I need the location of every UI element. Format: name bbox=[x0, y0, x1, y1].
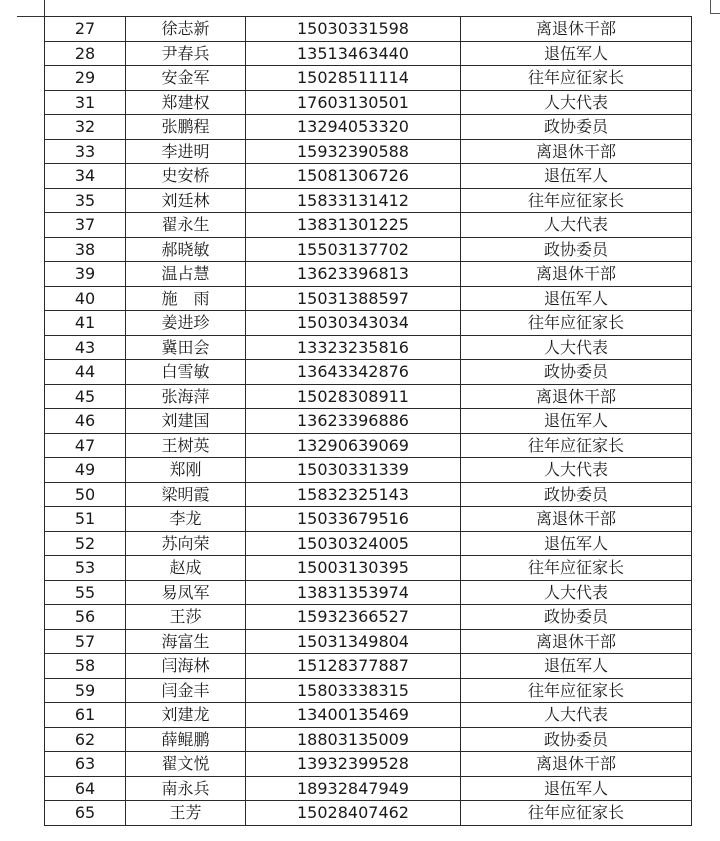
row-number-cell: 43 bbox=[45, 335, 126, 360]
category-cell: 离退休干部 bbox=[461, 262, 692, 287]
name-cell: 尹春兵 bbox=[126, 41, 246, 66]
row-number-cell: 28 bbox=[45, 41, 126, 66]
table-row bbox=[45, 629, 692, 654]
page-corner-mark bbox=[710, 0, 720, 14]
table-row bbox=[45, 482, 692, 507]
row-number-cell: 61 bbox=[45, 703, 126, 728]
row-number-cell: 56 bbox=[45, 605, 126, 630]
name-cell: 赵成 bbox=[126, 556, 246, 581]
phone-cell: 13323235816 bbox=[246, 335, 461, 360]
table-row bbox=[45, 384, 692, 409]
table-row bbox=[45, 188, 692, 213]
name-cell: 刘廷林 bbox=[126, 188, 246, 213]
table-row bbox=[45, 262, 692, 287]
table-row bbox=[45, 458, 692, 483]
table-row bbox=[45, 237, 692, 262]
category-cell: 政协委员 bbox=[461, 115, 692, 140]
phone-cell: 15030324005 bbox=[246, 531, 461, 556]
table-row bbox=[45, 580, 692, 605]
table-row bbox=[45, 801, 692, 826]
name-cell: 施 雨 bbox=[126, 286, 246, 311]
row-number-cell: 32 bbox=[45, 115, 126, 140]
row-number-cell: 38 bbox=[45, 237, 126, 262]
row-number-cell: 39 bbox=[45, 262, 126, 287]
category-cell: 离退休干部 bbox=[461, 384, 692, 409]
category-cell: 政协委员 bbox=[461, 237, 692, 262]
name-cell: 闫金丰 bbox=[126, 678, 246, 703]
name-cell: 张鹏程 bbox=[126, 115, 246, 140]
row-number-cell: 44 bbox=[45, 360, 126, 385]
row-number-cell: 31 bbox=[45, 90, 126, 115]
category-cell: 离退休干部 bbox=[461, 752, 692, 777]
row-number-cell: 34 bbox=[45, 164, 126, 189]
phone-cell: 13643342876 bbox=[246, 360, 461, 385]
phone-cell: 15832325143 bbox=[246, 482, 461, 507]
row-number-cell: 57 bbox=[45, 629, 126, 654]
category-cell: 人大代表 bbox=[461, 458, 692, 483]
category-cell: 政协委员 bbox=[461, 727, 692, 752]
phone-cell: 13623396813 bbox=[246, 262, 461, 287]
row-number-cell: 45 bbox=[45, 384, 126, 409]
row-number-cell: 35 bbox=[45, 188, 126, 213]
phone-cell: 13623396886 bbox=[246, 409, 461, 434]
row-number-cell: 53 bbox=[45, 556, 126, 581]
table-row bbox=[45, 776, 692, 801]
phone-cell: 15028308911 bbox=[246, 384, 461, 409]
name-cell: 梁明霞 bbox=[126, 482, 246, 507]
phone-cell: 15833131412 bbox=[246, 188, 461, 213]
table-row bbox=[45, 556, 692, 581]
category-cell: 人大代表 bbox=[461, 335, 692, 360]
name-cell: 白雪敏 bbox=[126, 360, 246, 385]
row-number-cell: 51 bbox=[45, 507, 126, 532]
phone-cell: 15031349804 bbox=[246, 629, 461, 654]
phone-cell: 15503137702 bbox=[246, 237, 461, 262]
name-cell: 易凤军 bbox=[126, 580, 246, 605]
table-row bbox=[45, 115, 692, 140]
table-row bbox=[45, 409, 692, 434]
category-cell: 往年应征家长 bbox=[461, 801, 692, 826]
phone-cell: 15081306726 bbox=[246, 164, 461, 189]
category-cell: 离退休干部 bbox=[461, 507, 692, 532]
phone-cell: 17603130501 bbox=[246, 90, 461, 115]
row-number-cell: 33 bbox=[45, 139, 126, 164]
row-number-cell: 47 bbox=[45, 433, 126, 458]
name-cell: 海富生 bbox=[126, 629, 246, 654]
name-cell: 薛鲲鹏 bbox=[126, 727, 246, 752]
name-cell: 翟永生 bbox=[126, 213, 246, 238]
row-number-cell: 41 bbox=[45, 311, 126, 336]
table-row bbox=[45, 164, 692, 189]
phone-cell: 18932847949 bbox=[246, 776, 461, 801]
table-row bbox=[45, 531, 692, 556]
row-number-cell: 63 bbox=[45, 752, 126, 777]
phone-cell: 15030331598 bbox=[246, 17, 461, 42]
phone-cell: 15003130395 bbox=[246, 556, 461, 581]
table-row bbox=[45, 752, 692, 777]
table-row bbox=[45, 286, 692, 311]
category-cell: 人大代表 bbox=[461, 213, 692, 238]
category-cell: 退伍军人 bbox=[461, 409, 692, 434]
table-row bbox=[45, 678, 692, 703]
name-cell: 徐志新 bbox=[126, 17, 246, 42]
category-cell: 退伍军人 bbox=[461, 531, 692, 556]
row-number-cell: 27 bbox=[45, 17, 126, 42]
name-cell: 郑刚 bbox=[126, 458, 246, 483]
table-row bbox=[45, 703, 692, 728]
phone-cell: 15030343034 bbox=[246, 311, 461, 336]
category-cell: 退伍军人 bbox=[461, 41, 692, 66]
name-cell: 翟文悦 bbox=[126, 752, 246, 777]
name-cell: 李龙 bbox=[126, 507, 246, 532]
category-cell: 离退休干部 bbox=[461, 17, 692, 42]
name-cell: 姜进珍 bbox=[126, 311, 246, 336]
row-number-cell: 55 bbox=[45, 580, 126, 605]
table-row bbox=[45, 17, 692, 42]
row-number-cell: 29 bbox=[45, 66, 126, 91]
name-cell: 李进明 bbox=[126, 139, 246, 164]
name-cell: 苏向荣 bbox=[126, 531, 246, 556]
row-number-cell: 64 bbox=[45, 776, 126, 801]
category-cell: 退伍军人 bbox=[461, 776, 692, 801]
phone-cell: 15932366527 bbox=[246, 605, 461, 630]
table-row bbox=[45, 360, 692, 385]
category-cell: 往年应征家长 bbox=[461, 188, 692, 213]
name-cell: 郝晓敏 bbox=[126, 237, 246, 262]
table-row bbox=[45, 213, 692, 238]
category-cell: 往年应征家长 bbox=[461, 433, 692, 458]
phone-cell: 13290639069 bbox=[246, 433, 461, 458]
roster-table bbox=[44, 16, 692, 826]
category-cell: 退伍军人 bbox=[461, 286, 692, 311]
category-cell: 人大代表 bbox=[461, 580, 692, 605]
table-row bbox=[45, 433, 692, 458]
table-row bbox=[45, 90, 692, 115]
table-row bbox=[45, 66, 692, 91]
table-row bbox=[45, 311, 692, 336]
phone-cell: 13513463440 bbox=[246, 41, 461, 66]
table-row bbox=[45, 605, 692, 630]
category-cell: 人大代表 bbox=[461, 703, 692, 728]
category-cell: 退伍军人 bbox=[461, 164, 692, 189]
name-cell: 王芳 bbox=[126, 801, 246, 826]
name-cell: 闫海林 bbox=[126, 654, 246, 679]
page-edge-vertical bbox=[44, 0, 45, 17]
name-cell: 温占慧 bbox=[126, 262, 246, 287]
phone-cell: 15028511114 bbox=[246, 66, 461, 91]
row-number-cell: 50 bbox=[45, 482, 126, 507]
phone-cell: 13294053320 bbox=[246, 115, 461, 140]
table-row bbox=[45, 139, 692, 164]
phone-cell: 15803338315 bbox=[246, 678, 461, 703]
phone-cell: 13831301225 bbox=[246, 213, 461, 238]
category-cell: 政协委员 bbox=[461, 605, 692, 630]
row-number-cell: 65 bbox=[45, 801, 126, 826]
table-row bbox=[45, 335, 692, 360]
phone-cell: 15031388597 bbox=[246, 286, 461, 311]
phone-cell: 13400135469 bbox=[246, 703, 461, 728]
category-cell: 退伍军人 bbox=[461, 654, 692, 679]
phone-cell: 15033679516 bbox=[246, 507, 461, 532]
name-cell: 刘建龙 bbox=[126, 703, 246, 728]
name-cell: 郑建权 bbox=[126, 90, 246, 115]
name-cell: 张海萍 bbox=[126, 384, 246, 409]
page-edge-horizontal bbox=[17, 16, 45, 17]
table-row bbox=[45, 727, 692, 752]
phone-cell: 15028407462 bbox=[246, 801, 461, 826]
row-number-cell: 62 bbox=[45, 727, 126, 752]
category-cell: 离退休干部 bbox=[461, 139, 692, 164]
category-cell: 政协委员 bbox=[461, 482, 692, 507]
name-cell: 安金军 bbox=[126, 66, 246, 91]
row-number-cell: 58 bbox=[45, 654, 126, 679]
category-cell: 离退休干部 bbox=[461, 629, 692, 654]
category-cell: 政协委员 bbox=[461, 360, 692, 385]
row-number-cell: 37 bbox=[45, 213, 126, 238]
table-row bbox=[45, 507, 692, 532]
row-number-cell: 52 bbox=[45, 531, 126, 556]
name-cell: 刘建国 bbox=[126, 409, 246, 434]
row-number-cell: 46 bbox=[45, 409, 126, 434]
category-cell: 往年应征家长 bbox=[461, 66, 692, 91]
name-cell: 王树英 bbox=[126, 433, 246, 458]
phone-cell: 18803135009 bbox=[246, 727, 461, 752]
phone-cell: 15128377887 bbox=[246, 654, 461, 679]
phone-cell: 13831353974 bbox=[246, 580, 461, 605]
row-number-cell: 49 bbox=[45, 458, 126, 483]
phone-cell: 15030331339 bbox=[246, 458, 461, 483]
category-cell: 往年应征家长 bbox=[461, 678, 692, 703]
row-number-cell: 40 bbox=[45, 286, 126, 311]
category-cell: 往年应征家长 bbox=[461, 311, 692, 336]
category-cell: 往年应征家长 bbox=[461, 556, 692, 581]
row-number-cell: 59 bbox=[45, 678, 126, 703]
phone-cell: 13932399528 bbox=[246, 752, 461, 777]
name-cell: 史安桥 bbox=[126, 164, 246, 189]
phone-cell: 15932390588 bbox=[246, 139, 461, 164]
roster-table-body bbox=[45, 17, 692, 826]
name-cell: 冀田会 bbox=[126, 335, 246, 360]
table-row bbox=[45, 654, 692, 679]
table-row bbox=[45, 41, 692, 66]
name-cell: 王莎 bbox=[126, 605, 246, 630]
name-cell: 南永兵 bbox=[126, 776, 246, 801]
category-cell: 人大代表 bbox=[461, 90, 692, 115]
